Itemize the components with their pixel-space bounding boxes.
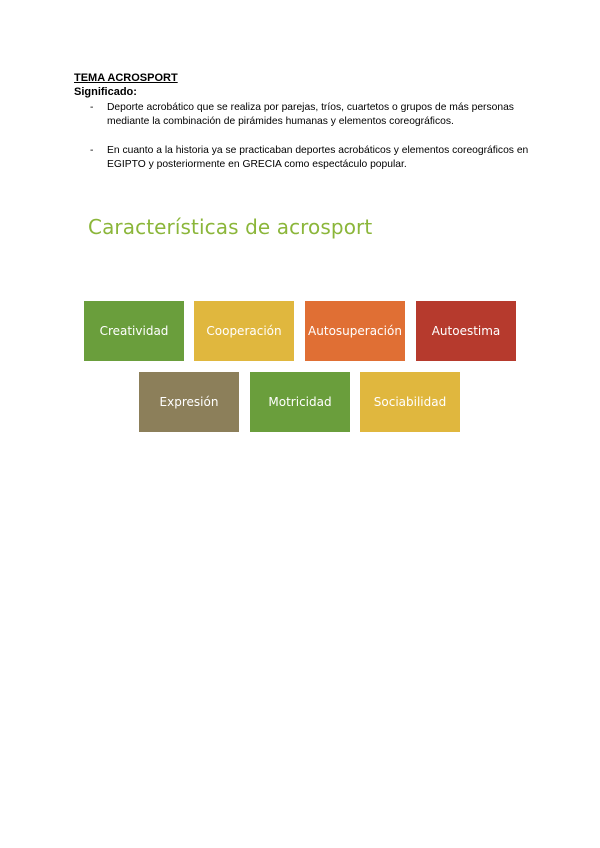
bullet-text: Deporte acrobático que se realiza por parejas, tríos, cuartetos o grupos de más personas mediante la combinación de pirámides humanas y elementos coreográficos. [107, 102, 514, 127]
box-cooperacion: Cooperación [194, 301, 294, 361]
box-expresion: Expresión [139, 372, 239, 432]
bullet-dash: - [90, 145, 94, 156]
box-autoestima: Autoestima [416, 301, 516, 361]
page-title: TEMA ACROSPORT [74, 72, 178, 84]
list-item [90, 101, 530, 129]
subtitle: Significado: [74, 86, 137, 98]
box-creatividad: Creatividad [84, 301, 184, 361]
box-autosuperacion: Autosuperación [305, 301, 405, 361]
bullet-text: En cuanto a la historia ya se practicaban deportes acrobáticos y elementos coreográficos en EGIPTO y posteriormente en GRECIA como espectáculo popular. [107, 145, 529, 170]
bullet-list [90, 101, 530, 187]
box-motricidad: Motricidad [250, 372, 350, 432]
bullet-dash: - [90, 102, 94, 113]
section-heading: Características de acrosport [88, 215, 373, 239]
list-item [90, 144, 530, 172]
box-sociabilidad: Sociabilidad [360, 372, 460, 432]
